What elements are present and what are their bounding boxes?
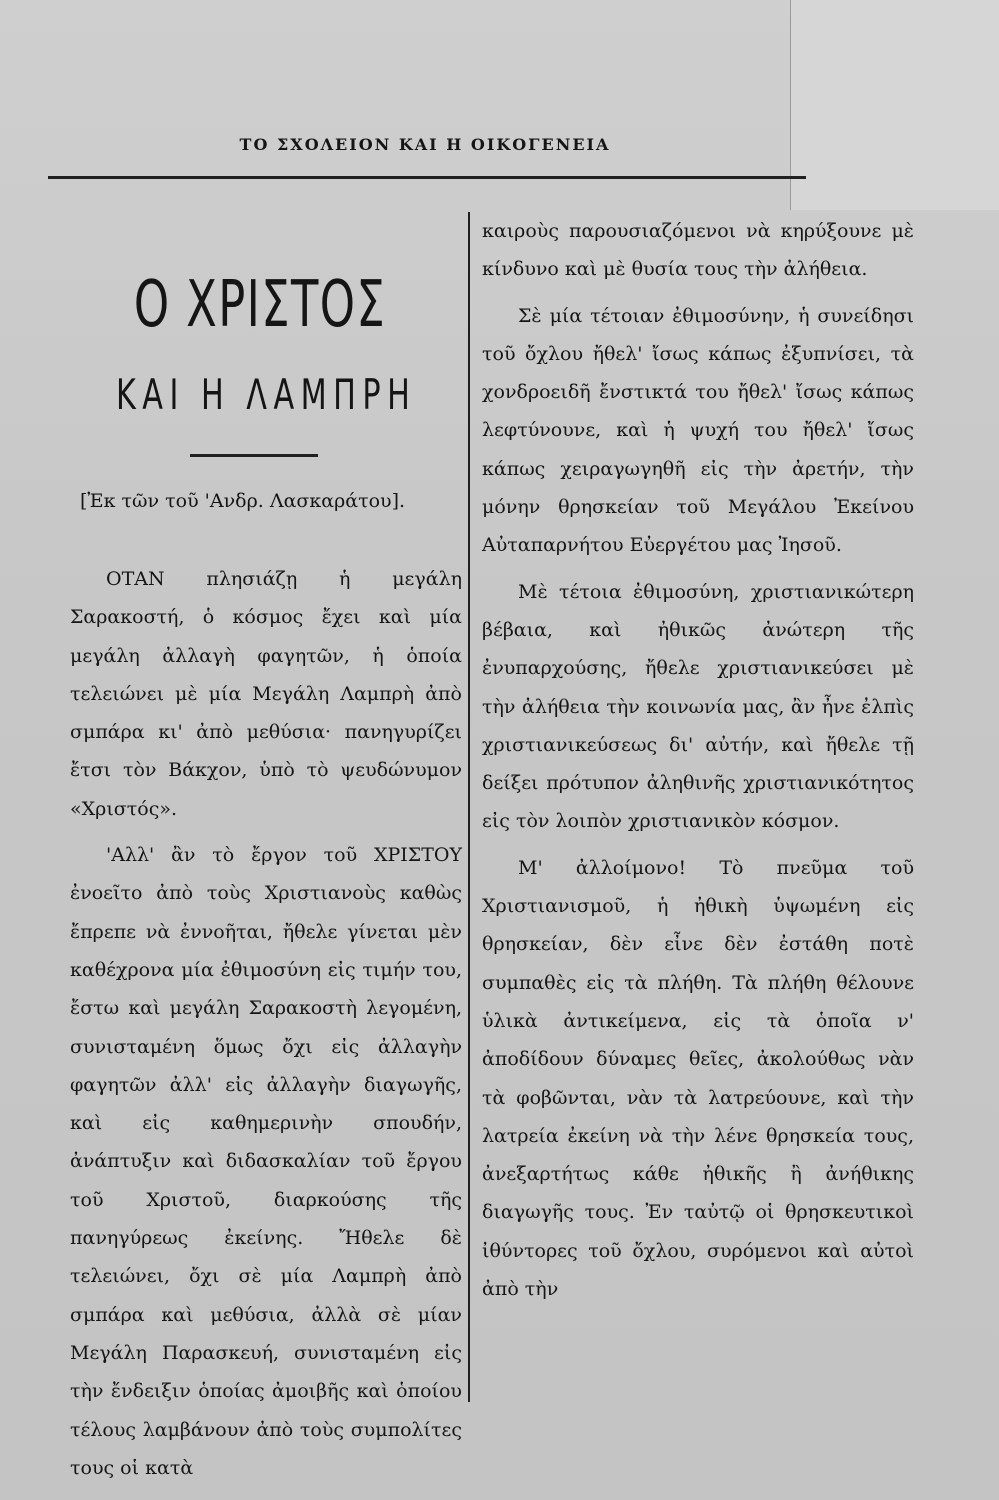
page-header: ΤΟ ΣΧΟΛΕΙΟΝ ΚΑΙ Η ΟΙΚΟΓΕΝΕΙΑ — [239, 135, 611, 154]
left-column — [70, 560, 462, 1487]
header-rule — [48, 176, 806, 179]
paper-fold — [790, 0, 999, 210]
title-rule — [190, 454, 318, 457]
paragraph: ΟΤΑΝ πλησιάζῃ ἡ μεγάλη Σαρακοστή, ὁ κόσμος ἔχει καὶ μία μεγάλη ἀλλαγὴ φαγητῶν, ἡ ὁποία τελειώνει μὲ μία Μεγάλη Λαμπρὴ ἀπὸ σμπάρα κι' ἀπὸ μεθύσια· πανηγυρίζει ἔτσι τὸν Βάκχον, ὑπὸ τὸ ψευδώνυμον «Χριστός». — [70, 568, 462, 820]
right-column — [482, 212, 914, 1308]
paragraph: 'Αλλ' ἂν τὸ ἔργον τοῦ ΧΡΙΣΤΟΥ ἐνοεῖτο ἀπὸ τοὺς Χριστιανοὺς καθὼς ἔπρεπε νὰ ἐννοῆται, ἤθελε γίνεται μὲν καθέχρονα μία ἐθιμοσύνη εἰς τιμήν του, ἔστω καὶ μεγάλη Σαρακοστὴ λεγομένη, συνισταμένη ὅμως ὄχι εἰς ἀλλαγὴν φαγητῶν ἀλλ' εἰς ἀλλαγὴν διαγωγῆς, καὶ εἰς καθημερινὴν σπουδήν, ἀνάπτυξιν καὶ διδασκαλίαν τοῦ ἔργου τοῦ Χριστοῦ, διαρκούσης τῆς πανηγύρεως ἐκείνης. Ἤθελε δὲ τελειώνει, ὄχι σὲ μία Λαμπρὴ ἀπὸ σμπάρα καὶ μεθύσια, ἀλλὰ σὲ μίαν Μεγάλη Παρασκευή, συνισταμένη εἰς τὴν ἔνδειξιν ὁποίας ἀμοιβῆς καὶ ὁποίου τέλους λαμβάνουν ἀπὸ τοὺς συμπολίτες τους οἱ κατὰ — [70, 844, 462, 1479]
column-divider — [468, 212, 470, 1402]
paragraph: Μὲ τέτοια ἐθιμοσύνη, χριστιανικώτερη βέβαια, καὶ ἠθικῶς ἀνώτερη τῆς ἐνυπαρχούσης, ἤθελε χριστιανικεύσει μὲ τὴν ἀλήθεια τὴν κοινωνία μας, ἂν ἦνε ἐλπὶς χριστιανικεύσεως δι' αὐτήν, καὶ ἤθελε τῇ δείξει πρότυπον ἀληθινῆς χριστιανικότητος εἰς τὸν λοιπὸν χριστιανικὸν κόσμον. — [482, 580, 914, 833]
paragraph: Μ' ἀλλοίμονο! Τὸ πνεῦμα τοῦ Χριστιανισμοῦ, ἡ ἠθικὴ ὑψωμένη εἰς θρησκείαν, δὲν εἶνε δὲν ἐστάθη ποτὲ συμπαθὲς εἰς τὰ πλήθη. Τὰ πλήθη θέλουνε ὑλικὰ ἀντικείμενα, εἰς τὰ ὁποῖα ν' ἀποδίδουν δύναμες θεῖες, ἀκολούθως νὰν τὰ φοβῶνται, νὰν τὰ λατρεύουνε, καὶ τὴν λατρεία ἐκείνη νὰ τὴν λένε θρησκεία τους, ἀνεξαρτήτως κάθε ἠθικῆς ἢ ἀνήθικης διαγωγῆς τους. Ἐν ταὐτῷ οἱ θρησκευτικοὶ ἰθύντορες τοῦ ὄχλου, συρόμενοι καὶ αὐτοὶ ἀπὸ τὴν — [482, 856, 914, 1301]
article-byline: [Ἐκ τῶν τοῦ 'Ανδρ. Λασκαράτου]. — [80, 490, 406, 512]
paragraph: Σὲ μία τέτοιαν ἐθιμοσύνην, ἡ συνείδησι τοῦ ὄχλου ἤθελ' ἴσως κάπως ἐξυπνίσει, τὰ χονδροειδῆ ἔνστικτά του ἤθελ' ἴσως κάπως λεφτύνουνε, καὶ ἡ ψυχή του ἤθελ' ἴσως κάπως χειραγωγηθῆ εἰς τὴν ἀρετήν, τὴν μόνην θρησκείαν τοῦ Μεγάλου Ἐκείνου Αὐταπαρνήτου Εὐεργέτου μας Ἰησοῦ. — [482, 304, 914, 557]
article-title-line1: Ο ΧΡΙΣΤΟΣ — [133, 268, 387, 342]
paragraph: καιροὺς παρουσιαζόμενοι νὰ κηρύξουνε μὲ κίνδυνο καὶ μὲ θυσία τους τὴν ἀλήθεια. — [482, 220, 914, 281]
article-title-line2: ΚΑΙ Η ΛΑΜΠΡΗ — [116, 370, 417, 419]
